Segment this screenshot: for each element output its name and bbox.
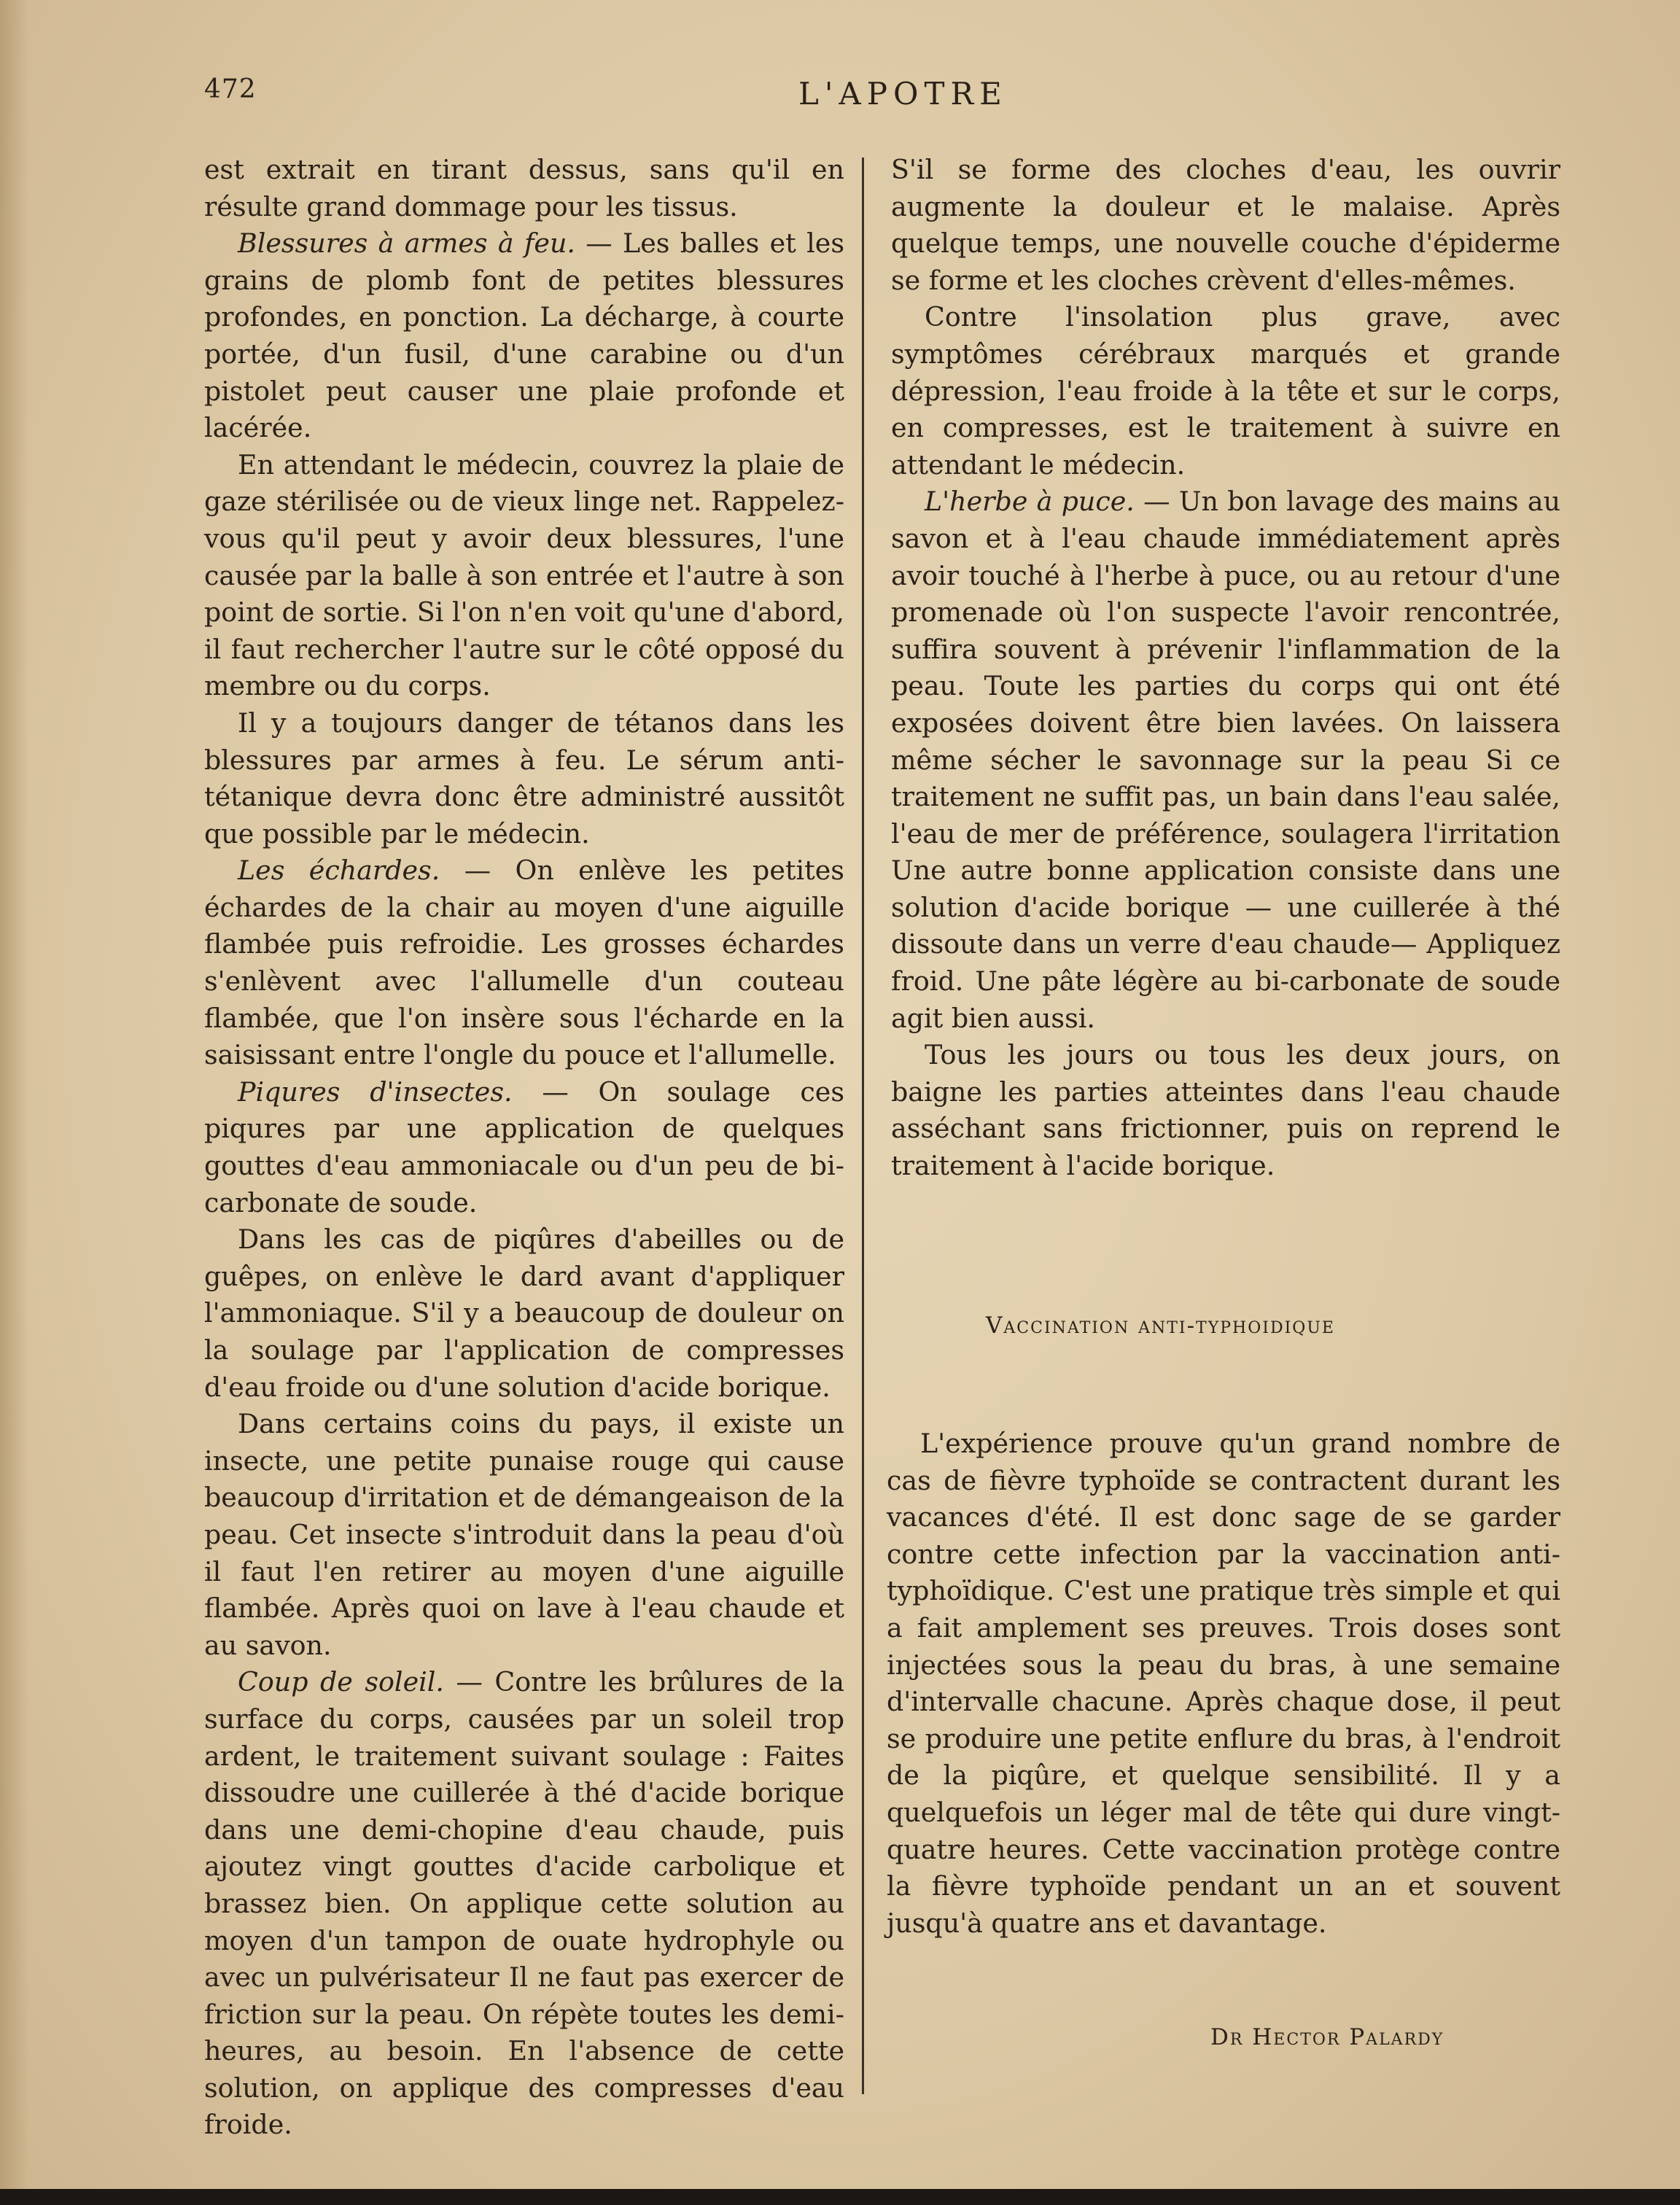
section-lede: Coup de soleil. — [238, 1666, 444, 1698]
paragraph-body: — Les balles et les grains de plomb font de petites blessures profondes, en ponction. La décharge, à courte portée, d'un fusil, d'une carabine ou d'un pistolet peut causer une plaie profonde et lacérée. — [204, 228, 844, 444]
paragraph-body: — On enlève les petites échardes de la chair au moyen d'une aiguille flambée puis refroidie. Les grosses échardes s'enlèvent avec l'allumelle d'un couteau flambée, que l'on insère sous l'écharde en la saisissant entre l'ongle du pouce et l'allumelle. — [204, 855, 844, 1071]
left-column — [204, 152, 844, 2144]
section-lede: L'herbe à puce. — [925, 486, 1135, 518]
paragraph — [204, 852, 844, 1074]
paragraph: Il y a toujours danger de tétanos dans les blessures par armes à feu. Le sérum anti-tétanique devra donc être administré aussitôt que possible par le médecin. — [204, 707, 844, 849]
section-lede: Les échardes. — [238, 855, 440, 887]
paragraph: Contre l'insolation plus grave, avec symptômes cérébraux marqués et grande dépression, l'eau froide à la tête et sur le corps, en compresses, est le traitement à suivre en attendant le médecin. — [891, 301, 1560, 481]
paragraph-body: — Un bon lavage des mains au savon et à l'eau chaude immédiatement après avoir touché à l'herbe à puce, ou au retour d'une promenade où l'on suspecte l'avoir rencontrée, suffira souvent à prévenir l'inflammation de la peau. Toute les parties du corps qui ont été exposées doivent être bien lavées. On laissera même sécher le savonnage sur la peau Si ce traitement ne suffit pas, un bain dans l'eau salée, l'eau de mer de préférence, soulagera l'irritation Une autre bonne application consiste dans une solution d'acide borique — une cuillerée à thé dissoute dans un verre d'eau chaude— Appliquez froid. Une pâte légère au bi-carbonate de soude agit bien aussi. — [891, 486, 1561, 1034]
running-head — [0, 74, 1680, 118]
paragraph-body: — On soulage ces piqures par une application de quelques gouttes d'eau ammoniacale ou d'un peu de bi-carbonate de soude. — [204, 1076, 844, 1218]
section-lede: Blessures à armes à feu. — [238, 228, 575, 260]
paragraph — [204, 1664, 844, 2144]
paragraph-body: — Contre les brûlures de la surface du corps, causées par un soleil trop ardent, le traitement suivant soulage : Faites dissoudre une cuillerée à thé d'acide borique dans une demi-chopine d'eau chaude, puis ajoutez vingt gouttes d'acide carbolique et brassez bien. On applique cette solution au moyen d'un tampon de ouate hydrophyle ou avec un pulvérisateur Il ne faut pas exercer de friction sur la peau. On répète toutes les demi-heures, au besoin. En l'absence de cette solution, on applique des compresses d'eau froide. — [204, 1666, 844, 2141]
paragraph — [204, 225, 844, 447]
page-left-edge — [0, 0, 29, 2205]
page-bottom-edge — [0, 2189, 1680, 2205]
paragraph: En attendant le médecin, couvrez la plaie de gaze stérilisée ou de vieux linge net. Rappelez-vous qu'il peut y avoir deux blessures, l'une causée par la balle à son entrée et l'autre à son point de sortie. Si l'on n'en voit qu'une d'abord, il faut rechercher l'autre sur le côté opposé du membre ou du corps. — [204, 448, 844, 702]
paragraph: S'il se forme des cloches d'eau, les ouvrir augmente la douleur et le malaise. Après quelque temps, une nouvelle couche d'épiderme se forme et les cloches crèvent d'elles-mêmes. — [891, 154, 1560, 296]
section-lede: Piqures d'insectes. — [238, 1076, 513, 1108]
section-heading: Vaccination anti-typhoidique — [986, 1312, 1335, 1339]
paragraph — [204, 1074, 844, 1221]
paragraph: Tous les jours ou tous les deux jours, on baigne les parties atteintes dans l'eau chaude asséchant sans frictionner, puis on reprend le traitement à l'acide borique. — [891, 1039, 1560, 1182]
paragraph: Dans les cas de piqûres d'abeilles ou de guêpes, on enlève le dard avant d'appliquer l'ammoniaque. S'il y a beaucoup de douleur on la soulage par l'application de compresses d'eau froide ou d'une solution d'acide borique. — [204, 1224, 844, 1403]
paragraph: est extrait en tirant dessus, sans qu'il en résulte grand dommage pour les tissus. — [204, 154, 844, 222]
paragraph — [891, 483, 1560, 1037]
author-signature: Dr Hector Palardy — [1210, 2024, 1444, 2050]
paragraph: Dans certains coins du pays, il existe un insecte, une petite punaise rouge qui cause beaucoup d'irritation et de démangeaison de la peau. Cet insecte s'introduit dans la peau d'où il faut l'en retirer au moyen d'une aiguille flambée. Après quoi on lave à l'eau chaude et au savon. — [204, 1408, 844, 1661]
page-number: 472 — [204, 74, 257, 104]
column-rule — [862, 158, 864, 2094]
paragraph: L'expérience prouve qu'un grand nombre de cas de fièvre typhoïde se contractent durant les vacances d'été. Il est donc sage de se garder contre cette infection par la vaccination anti-typhoïdique. C'est une pratique très simple et qui a fait amplement ses preuves. Trois doses sont injectées sous la peau du bras, à une semaine d'intervalle chacune. Après chaque dose, il peut se produire une petite enflure du bras, à l'endroit de la piqûre, et quelque sensibilité. Il y a quelquefois un léger mal de tête qui dure vingt-quatre heures. Cette vaccination protège contre la fièvre typhoïde pendant un an et souvent jusqu'à quatre ans et davantage. — [887, 1428, 1560, 1939]
journal-title: L'APOTRE — [798, 76, 1008, 112]
right-column — [891, 152, 1560, 1185]
vaccination-section — [887, 1426, 1560, 1942]
